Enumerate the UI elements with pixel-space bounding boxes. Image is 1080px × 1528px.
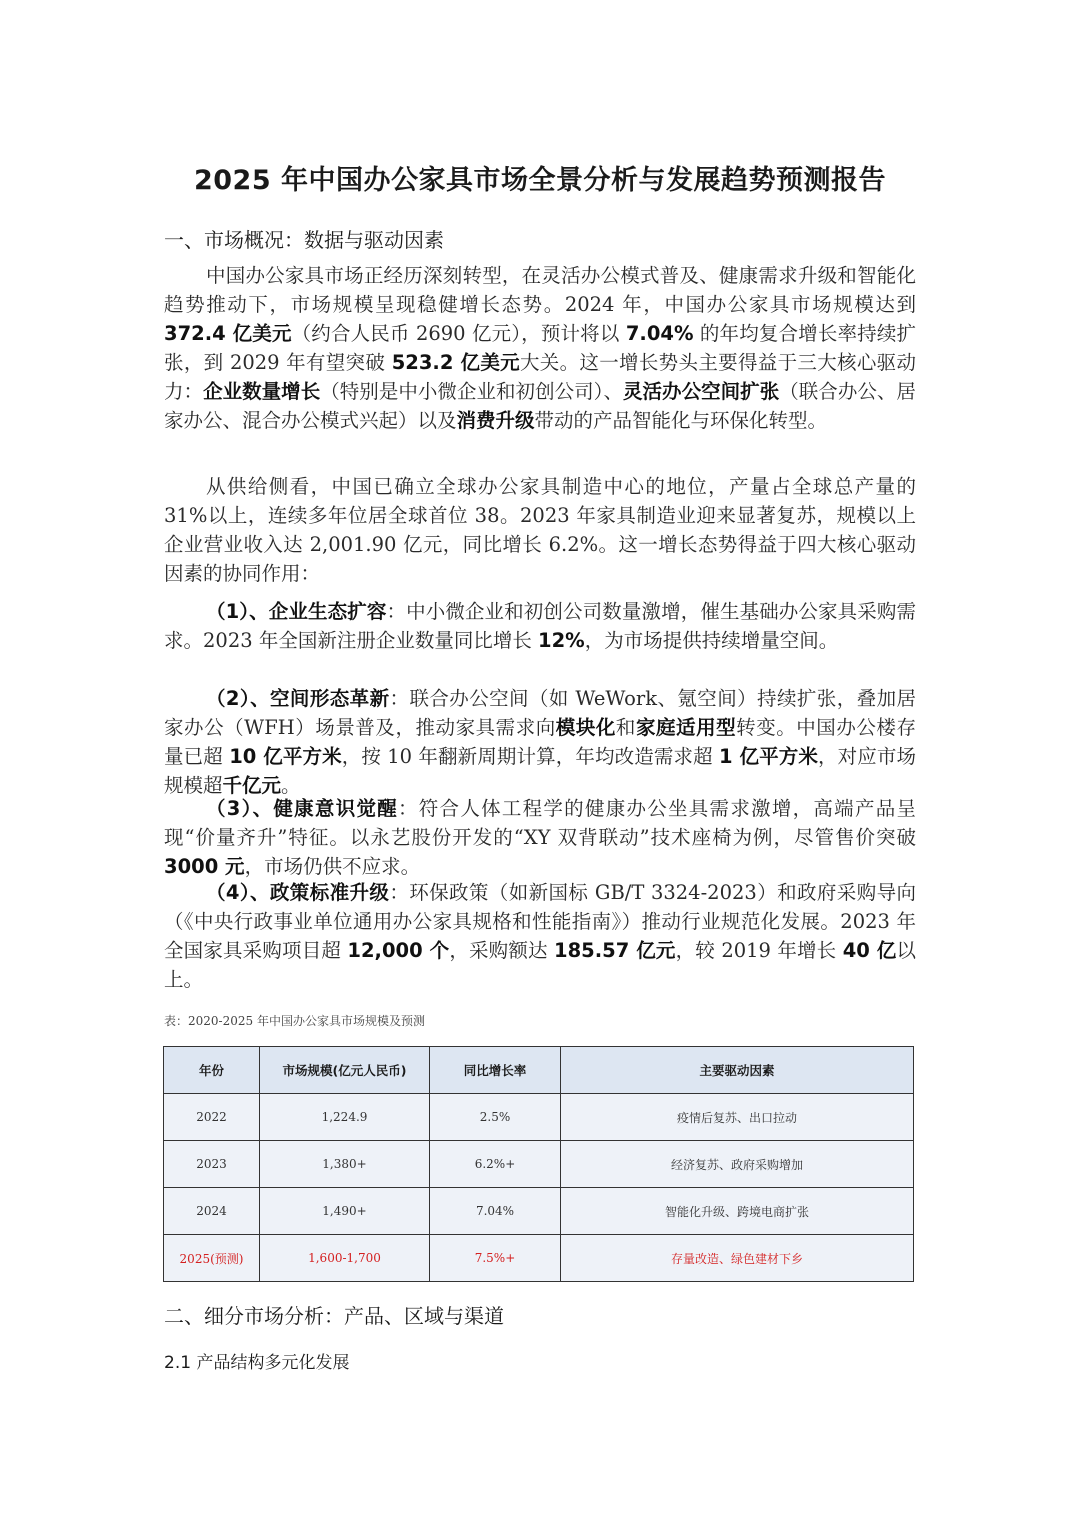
cell-market-size: 1,380+ bbox=[260, 1141, 430, 1188]
table-header-row bbox=[164, 1047, 914, 1094]
text-run: 以上。 bbox=[164, 939, 916, 991]
table-row bbox=[164, 1141, 914, 1188]
highlight-home-use: 家庭适用型 bbox=[635, 716, 737, 739]
cell-yoy-growth: 6.2%+ bbox=[430, 1141, 561, 1188]
list-item-policy-upgrade bbox=[164, 878, 916, 994]
list-item-heading: （1）、企业生态扩容 bbox=[206, 600, 387, 623]
cell-market-size: 1,600-1,700 bbox=[260, 1235, 430, 1282]
highlight-2029-target: 523.2 亿美元 bbox=[391, 351, 520, 374]
text-run: 带动的产品智能化与环保化转型。 bbox=[534, 409, 828, 432]
text-run: 中国办公家具市场正经历深刻转型，在灵活办公模式普及、健康需求升级和智能化趋势推动下，市场规模呈现稳健增长态势。2024 年，中国办公家具市场规模达到 bbox=[164, 264, 916, 316]
highlight-chair-price: 3000 元 bbox=[164, 855, 245, 878]
list-item-heading: （3）、健康意识觉醒 bbox=[206, 797, 399, 820]
paragraph-supply-side: 从供给侧看，中国已确立全球办公家具制造中心的地位，产量占全球总产量的 31%以上，连续多年位居全球首位 38。2023 年家具制造业迎来显著复苏，规模以上企业营业收入达 2,001.90 亿元，同比增长 6.2%。这一增长态势得益于四大核心驱动因素的协同作用： bbox=[164, 475, 916, 585]
highlight-market-scale: 千亿元 bbox=[222, 774, 282, 797]
text-run: （特别是中小微企业和初创公司）、 bbox=[320, 380, 623, 403]
list-item-enterprise-ecosystem bbox=[164, 597, 916, 655]
text-run: ：符合人体工程学的健康办公坐具需求激增，高端产品呈现“价量齐升”特征。以永艺股份开发的“XY 双背联动”技术座椅为例，尽管售价突破 bbox=[164, 797, 916, 849]
cell-drivers: 经济复苏、政府采购增加 bbox=[561, 1141, 914, 1188]
highlight-driver-consumption: 消费升级 bbox=[456, 409, 535, 432]
text-run: 大关。这一增长势头主要得益于三大核心驱动力： bbox=[164, 351, 916, 403]
header-drivers: 主要驱动因素 bbox=[561, 1047, 914, 1094]
highlight-modular: 模块化 bbox=[555, 716, 616, 739]
cell-market-size: 1,224.9 bbox=[260, 1094, 430, 1141]
highlight-renovation-demand: 1 亿平方米 bbox=[719, 745, 818, 768]
header-market-size: 市场规模(亿元人民币) bbox=[260, 1047, 430, 1094]
text-run: ：中小微企业和初创公司数量激增，催生基础办公家具采购需求。2023 年全国新注册企业数量同比增长 bbox=[164, 600, 916, 652]
list-item-health-awareness bbox=[164, 794, 916, 881]
text-run: （联合办公、居家办公、混合办公模式兴起）以及 bbox=[164, 380, 916, 432]
section-1-heading: 一、市场概况：数据与驱动因素 bbox=[164, 228, 444, 252]
table-row-forecast bbox=[164, 1235, 914, 1282]
cell-yoy-growth: 7.04% bbox=[430, 1188, 561, 1235]
cell-yoy-growth: 2.5% bbox=[430, 1094, 561, 1141]
list-item-heading: （4）、政策标准升级 bbox=[206, 881, 390, 904]
list-item-space-innovation bbox=[164, 684, 916, 800]
text-run: （约合人民币 2690 亿元），预计将以 bbox=[291, 322, 626, 345]
highlight-procurement-amount: 185.57 亿元 bbox=[554, 939, 676, 962]
market-size-table bbox=[163, 1046, 914, 1282]
subsection-2-1-heading: 2.1 产品结构多元化发展 bbox=[164, 1353, 350, 1373]
highlight-driver-flexible: 灵活办公空间扩张 bbox=[623, 380, 780, 403]
document-title: 2025 年中国办公家具市场全景分析与发展趋势预测报告 bbox=[193, 165, 887, 196]
text-run: 和 bbox=[615, 716, 636, 739]
cell-year: 2022 bbox=[164, 1094, 260, 1141]
cell-drivers: 智能化升级、跨境电商扩张 bbox=[561, 1188, 914, 1235]
cell-year: 2024 bbox=[164, 1188, 260, 1235]
text-run: ：环保政策（如新国标 GB/T 3324-2023）和政府采购导向（《中央行政事业单位通用办公家具规格和性能指南》）推动行业规范化发展。2023 年全国家具采购项目超 bbox=[164, 881, 916, 962]
table-caption: 表：2020-2025 年中国办公家具市场规模及预测 bbox=[164, 1014, 425, 1028]
highlight-market-size-usd: 372.4 亿美元 bbox=[164, 322, 292, 345]
highlight-cagr: 7.04% bbox=[625, 322, 694, 345]
highlight-growth-since-2019: 40 亿 bbox=[842, 939, 897, 962]
cell-market-size: 1,490+ bbox=[260, 1188, 430, 1235]
header-yoy-growth: 同比增长率 bbox=[430, 1047, 561, 1094]
section-2-heading: 二、细分市场分析：产品、区域与渠道 bbox=[164, 1304, 504, 1328]
header-year: 年份 bbox=[164, 1047, 260, 1094]
text-run: ，为市场提供持续增量空间。 bbox=[584, 629, 839, 652]
table-row bbox=[164, 1188, 914, 1235]
highlight-driver-enterprise: 企业数量增长 bbox=[203, 380, 321, 403]
cell-year: 2025(预测) bbox=[164, 1235, 260, 1282]
text-run: ，按 10 年翻新周期计算，年均改造需求超 bbox=[341, 745, 720, 768]
cell-year: 2023 bbox=[164, 1141, 260, 1188]
text-run: ，采购额达 bbox=[449, 939, 555, 962]
paragraph-market-size bbox=[164, 261, 916, 435]
cell-yoy-growth: 7.5%+ bbox=[430, 1235, 561, 1282]
text-run: ，较 2019 年增长 bbox=[675, 939, 843, 962]
text-run: ：联合办公空间（如 WeWork、氪空间）持续扩张，叠加居家办公（WFH）场景普及，推动家具需求向 bbox=[164, 687, 916, 739]
cell-drivers: 疫情后复苏、出口拉动 bbox=[561, 1094, 914, 1141]
cell-drivers: 存量改造、绿色建材下乡 bbox=[561, 1235, 914, 1282]
highlight-registration-growth: 12% bbox=[538, 629, 585, 652]
text-run: ，对应市场规模超 bbox=[164, 745, 916, 797]
list-item-heading: （2）、空间形态革新 bbox=[206, 687, 390, 710]
text-run: 转变。中国办公楼存量已超 bbox=[164, 716, 916, 768]
text-run: ，市场仍供不应求。 bbox=[244, 855, 421, 878]
text-run: 。 bbox=[281, 774, 301, 797]
highlight-office-stock: 10 亿平方米 bbox=[229, 745, 342, 768]
table-row bbox=[164, 1094, 914, 1141]
text-run: 的年均复合增长率持续扩张，到 2029 年有望突破 bbox=[164, 322, 916, 374]
highlight-procurement-projects: 12,000 个 bbox=[347, 939, 450, 962]
